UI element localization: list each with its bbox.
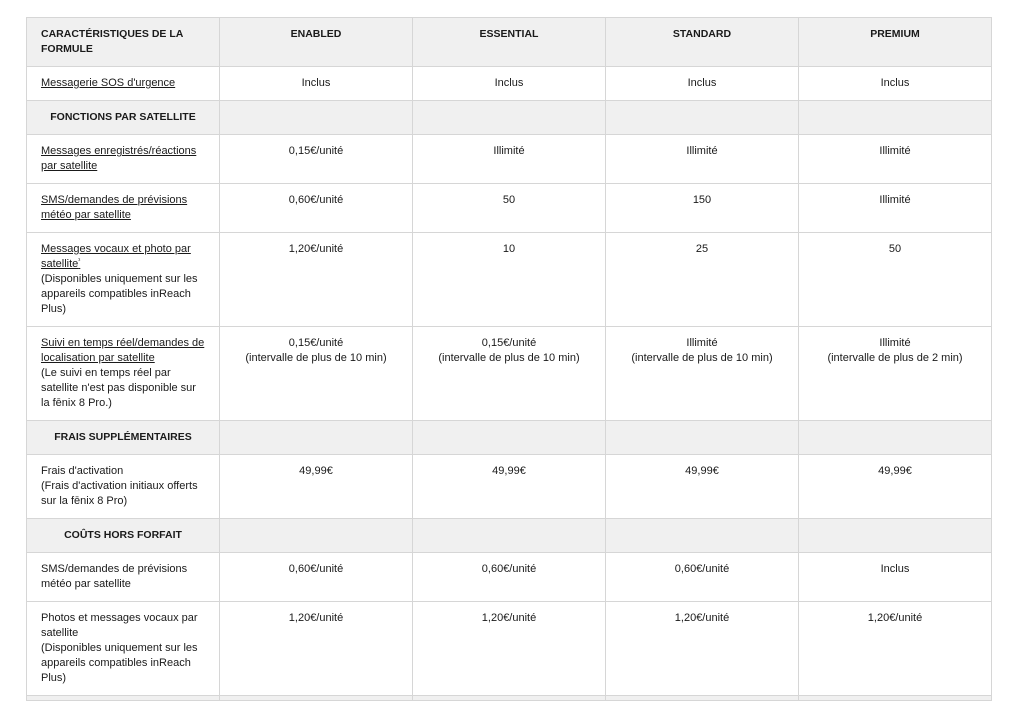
table-cell: 1,20€/unité (220, 602, 413, 696)
overage-voice-label: Photos et messages vocaux par satellite (41, 612, 198, 639)
table-cell: Illimité (606, 135, 799, 184)
table-row-sos (27, 67, 992, 101)
cell-main: Illimité (879, 337, 911, 349)
table-row-saved-messages (27, 135, 992, 184)
voice-photo-label: Messages vocaux et photo par satellite (41, 243, 191, 270)
table-cell: 49,99€ (606, 455, 799, 519)
section-title-fees: FRAIS SUPPLÉMENTAIRES (27, 421, 220, 455)
table-cell: 1,20€/unité (799, 602, 992, 696)
sos-link[interactable]: Messagerie SOS d'urgence (41, 77, 176, 89)
section-row-overage (27, 519, 992, 553)
section-row-fees (27, 421, 992, 455)
table-cell (220, 327, 413, 421)
table-cell: Inclus (220, 67, 413, 101)
table-cell: 50 (413, 184, 606, 233)
saved-messages-link[interactable]: Messages enregistrés/réactions par satellite (41, 145, 197, 172)
footnote-marker: ³ (78, 258, 81, 265)
header-plan-enabled: ENABLED (220, 18, 413, 67)
table-row-voice-photo (27, 233, 992, 327)
table-cell: Illimité (799, 184, 992, 233)
header-plan-standard: STANDARD (606, 18, 799, 67)
table-cell: 1,20€/unité (606, 602, 799, 696)
table-cell (606, 327, 799, 421)
overage-voice-note: (Disponibles uniquement sur les appareils compatibles inReach Plus) (41, 642, 198, 684)
table-cell: Inclus (413, 67, 606, 101)
sms-weather-link[interactable]: SMS/demandes de prévisions météo par satellite (41, 194, 188, 221)
plan-comparison-table (26, 17, 992, 701)
voice-photo-note: (Disponibles uniquement sur les appareils compatibles inReach Plus) (41, 273, 198, 315)
table-row-activation (27, 455, 992, 519)
table-cell: 0,60€/unité (413, 553, 606, 602)
table-cell: 50 (799, 233, 992, 327)
header-plan-essential: ESSENTIAL (413, 18, 606, 67)
table-row-tracking (27, 327, 992, 421)
table-row-overage-sms (27, 553, 992, 602)
table-cell: 0,60€/unité (220, 553, 413, 602)
table-row-overage-voice (27, 602, 992, 696)
table-cell: 49,99€ (413, 455, 606, 519)
cell-main: Illimité (686, 337, 718, 349)
table-cell: 150 (606, 184, 799, 233)
section-title-overage: COÛTS HORS FORFAIT (27, 519, 220, 553)
table-cell: Inclus (799, 67, 992, 101)
table-cell: Inclus (799, 553, 992, 602)
table-cell: Illimité (799, 135, 992, 184)
table-cell: 1,20€/unité (413, 602, 606, 696)
cell-main: 0,15€/unité (481, 337, 537, 349)
table-cell: 0,15€/unité (220, 135, 413, 184)
section-row-satellite (27, 101, 992, 135)
table-row-partial (27, 696, 992, 701)
table-cell: 1,20€/unité (220, 233, 413, 327)
voice-photo-link[interactable] (41, 243, 191, 270)
table-cell: 0,60€/unité (220, 184, 413, 233)
header-plan-premium: PREMIUM (799, 18, 992, 67)
activation-note: (Frais d'activation initiaux offerts sur la fēnix 8 Pro) (41, 480, 198, 507)
table-cell: Inclus (606, 67, 799, 101)
cell-main: 0,15€/unité (288, 337, 344, 349)
tracking-note: (Le suivi en temps réel par satellite n'est pas disponible sur la fēnix 8 Pro.) (41, 367, 196, 409)
cell-sub: (intervalle de plus de 2 min) (827, 352, 963, 364)
activation-label: Frais d'activation (41, 465, 124, 477)
table-cell: 49,99€ (799, 455, 992, 519)
table-cell (413, 327, 606, 421)
header-features: CARACTÉRISTIQUES DE LA FORMULE (27, 18, 220, 67)
plan-comparison (26, 17, 991, 701)
cell-sub: (intervalle de plus de 10 min) (438, 352, 580, 364)
cell-sub: (intervalle de plus de 10 min) (245, 352, 387, 364)
tracking-link[interactable]: Suivi en temps réel/demandes de localisation par satellite (41, 337, 205, 364)
section-title-satellite: FONCTIONS PAR SATELLITE (27, 101, 220, 135)
table-cell: 49,99€ (220, 455, 413, 519)
table-cell: 10 (413, 233, 606, 327)
cell-sub: (intervalle de plus de 10 min) (631, 352, 773, 364)
overage-sms-label: SMS/demandes de prévisions météo par satellite (41, 563, 188, 590)
table-cell: Illimité (413, 135, 606, 184)
table-cell: 0,60€/unité (606, 553, 799, 602)
table-row-sms-weather (27, 184, 992, 233)
table-header-row (27, 18, 992, 67)
table-cell (799, 327, 992, 421)
table-cell: 25 (606, 233, 799, 327)
